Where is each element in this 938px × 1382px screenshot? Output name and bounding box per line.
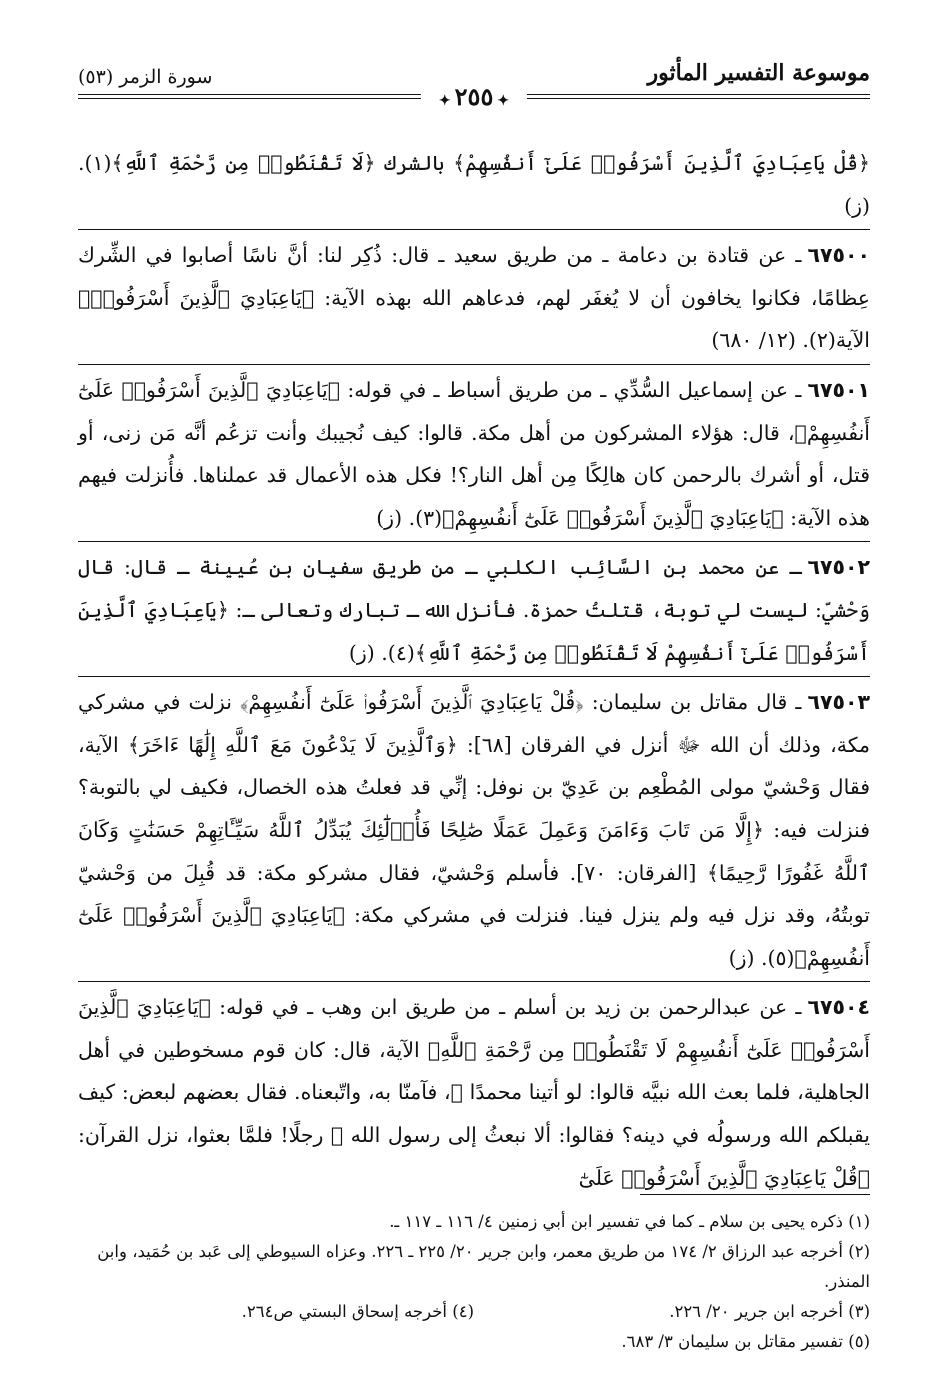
narration-paragraph [78, 364, 870, 539]
page [78, 58, 871, 1351]
footnote-4: (٤) أخرجه إسحاق البستي ص٢٦٤. [241, 1302, 474, 1321]
main-text [78, 142, 870, 1199]
opening-line: ﴿قُلْ يَاعِبَادِيَ ٱلَّذِينَ أَسْرَفُوا۟ عَلَىٰٓ أَنفُسِهِمْ﴾ بالشرك ﴿لَا تَقْنَطُوا۟ مِن رَّحْمَةِ ٱللَّهِ﴾(١). (ز) [78, 151, 870, 218]
narration-text: ـ عن قتادة بن دعامة ـ من طريق سعيد ـ قال: ذُكِر لنا: أنَّ ناسًا أصابوا في الشِّرك عِظامًا، فكانوا يخافون أن لا يُغفَر لهم، فدعاهم الله بهذه الآية: ﴿يَاعِبَادِيَ ٱلَّذِينَ أَسْرَفُوا۟﴾ الآية(٢). (١٢/ ٦٨٠) [78, 243, 870, 353]
narration-number: ٦٧٥٠٤ [807, 995, 870, 1020]
narration-paragraph [78, 541, 870, 674]
ornament-icon: ✦ [438, 93, 451, 109]
narration-text: ـ عن عبدالرحمن بن زيد بن أسلم ـ من طريق ابن وهب ـ في قوله: ﴿يَاعِبَادِيَ ٱلَّذِينَ أَسْرَفُوا۟ عَلَىٰٓ أَنفُسِهِمْ لَا تَقْنَطُوا۟ مِن رَّحْمَةِ ٱللَّهِ﴾ الآية، قال: كان قوم مسخوطين في أهل الجاهلية، فلما بعث الله نبيَّه قالوا: لو أتينا محمدًا ﷺ، فآمنّا به، واتّبعناه. فقال بعضهم لبعض: كيف يقبلكم الله ورسولُه في دينه؟ فقالوا: ألا نبعثُ إلى رسول الله ﷺ رجلًا! فلمَّا بعثوا، نزل القرآن: ﴿قُلْ يَاعِبَادِيَ ٱلَّذِينَ أَسْرَفُوا۟ عَلَىٰٓ [78, 995, 870, 1190]
surah-label: سورة الزمر (٥٣) [78, 66, 213, 88]
page-number-box [421, 82, 527, 111]
narration-text: ـ قال مقاتل بن سليمان: ﴿قُلْ يَاعِبَادِيَ ٱلَّذِينَ أَسْرَفُوا۟ عَلَىٰٓ أَنفُسِهِمْ﴾ نزلت في مشركي مكة، وذلك أن الله ﷻ أنزل في الفرقان [٦٨]: ﴿وَٱلَّذِينَ لَا يَدْعُونَ مَعَ ٱللَّهِ إِلَٰهًا ءَاخَرَ﴾ الآية، فقال وَحْشيّ مولى المُطْعِم بن عَدِيّ بن نوفل: إنِّي قد فعلتُ هذه الخصال، فكيف لي بالتوبة؟ فنزلت فيه: ﴿إِلَّا مَن تَابَ وَءَامَنَ وَعَمِلَ عَمَلًا صَٰلِحًا فَأُو۟لَٰٓئِكَ يُبَدِّلُ ٱللَّهُ سَيِّـَٔاتِهِمْ حَسَنَٰتٍ وَكَانَ ٱللَّهُ غَفُورًا رَّحِيمًا﴾ [الفرقان: ٧٠]. فأسلم وَحْشيّ، فقال مشركو مكة: قد قُبِلَ من وَحْشيّ توبتُهُ، وقد نزل فيه ولم ينزل فينا. فنزلت في مشركي مكة: ﴿يَاعِبَادِيَ ٱلَّذِينَ أَسْرَفُوا۟ عَلَىٰٓ أَنفُسِهِمْ﴾(٥). (ز) [78, 690, 871, 970]
narration-text: ـ عن محمد بن السَّائِب الكلبي ـ من طريق سفيان بن عُيينة ـ قال: قال وَحْشيّ: ليست لي توبة، قتلتُ حمزة. فأنزل الله ـ تبارك وتعالى ـ: ﴿يَاعِبَادِيَ ٱلَّذِينَ أَسْرَفُوا۟ عَلَىٰٓ أَنفُسِهِمْ لَا تَقْنَطُوا۟ مِن رَّحْمَةِ ٱللَّهِ﴾(٤). (ز) [78, 555, 870, 665]
narration-number: ٦٧٥٠٠ [807, 243, 870, 268]
narration-paragraph [78, 981, 870, 1199]
page-number: ٢٥٥ [454, 82, 494, 111]
footnotes [78, 1194, 870, 1357]
ornament-icon: ✦ [497, 93, 510, 109]
footnote-5: (٥) تفسير مقاتل بن سليمان ٣/ ٦٨٣. [621, 1332, 870, 1351]
page-header [78, 58, 870, 111]
narration-text: ـ عن إسماعيل السُّدِّي ـ من طريق أسباط ـ في قوله: ﴿يَاعِبَادِيَ ٱلَّذِينَ أَسْرَفُوا۟ عَلَىٰٓ أَنفُسِهِمْ﴾، قال: هؤلاء المشركون من أهل مكة. قالوا: كيف نُجيبك وأنت تزعُم أنَّه مَن زنى، أو قتل، أو أشرك بالرحمن كان هالِكًا مِن أهل النار؟! فكل هذه الأعمال قد عملناها. فأُنزلت فيهم هذه الآية: ﴿يَاعِبَادِيَ ٱلَّذِينَ أَسْرَفُوا۟ عَلَىٰٓ أَنفُسِهِمْ﴾(٣). (ز) [78, 377, 870, 530]
narration-number: ٦٧٥٠٢ [807, 555, 870, 580]
narration-paragraph [78, 229, 870, 362]
narration-paragraph [78, 676, 870, 979]
footnote-row [78, 1297, 870, 1327]
narration-number: ٦٧٥٠٣ [807, 690, 870, 715]
footnote-rule [640, 1194, 870, 1195]
book-title: موسوعة التفسير المأثور [647, 60, 870, 86]
footnote-3: (٣) أخرجه ابن جرير ٢٠/ ٢٢٦. [669, 1302, 870, 1321]
footnote-2: (٢) أخرجه عبد الرزاق ٢/ ١٧٤ من طريق معمر، وابن جرير ٢٠/ ٢٢٥ ـ ٢٢٦. وعزاه السيوطي إلى عَبد بن حُمَيد، وابن المنذر. [97, 1242, 870, 1291]
footnote-1: (١) ذكره يحيى بن سلام ـ كما في تفسير ابن أبي زمنين ٤/ ١١٦ ـ ١١٧ ـ. [389, 1212, 870, 1231]
narration-number: ٦٧٥٠١ [807, 377, 870, 402]
